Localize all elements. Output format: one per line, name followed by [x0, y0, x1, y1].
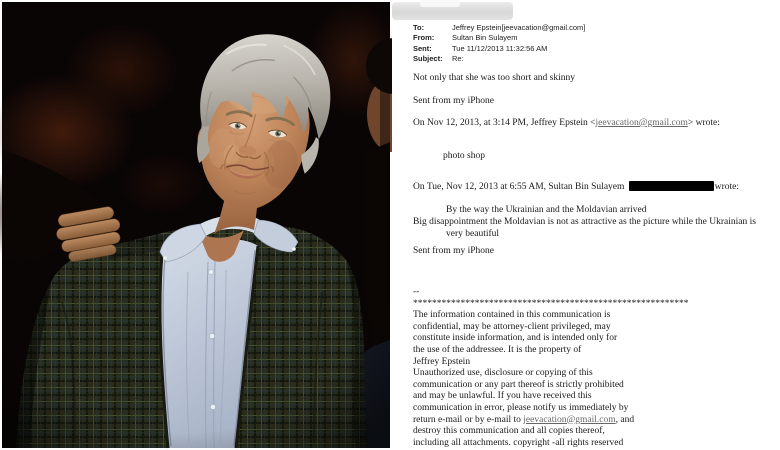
email-body-line	[413, 368, 777, 380]
email-body-line	[413, 426, 777, 438]
email-header-row	[413, 44, 585, 54]
text-run: communication in error, please notify us immediately by	[413, 402, 629, 413]
header-value: Re:	[452, 54, 464, 64]
email-body-line	[413, 403, 777, 415]
header-value: Tue 11/12/2013 11:32:56 AM	[452, 43, 548, 53]
text-run: **********************************************************	[413, 299, 689, 310]
email-body-line	[413, 298, 777, 310]
email-header-row	[413, 23, 585, 33]
text-run: confidential, may be attorney-client privileged, may	[413, 321, 611, 332]
email-body	[413, 65, 777, 449]
text-run: and may be unlawful. If you have received this	[413, 391, 592, 402]
email-body-line	[413, 228, 777, 240]
header-value: Sultan Bin Sulayem	[452, 33, 518, 43]
email-header-row	[413, 54, 585, 64]
text-run: On Tue, Nov 12, 2013 at 6:55 AM, Sultan Bin Sulayem	[413, 182, 627, 193]
email-body-line	[413, 95, 777, 107]
email-body-line	[413, 438, 777, 450]
text-run: On Nov 12, 2013, at 3:14 PM, Jeffrey Epstein <	[413, 118, 596, 128]
header-label: To:	[413, 23, 425, 32]
email-body-line	[413, 204, 777, 216]
text-run: the use of the addressee. It is the property of	[413, 344, 582, 355]
text-run: return e-mail or by e-mail to	[413, 414, 524, 425]
header-label: From:	[413, 33, 435, 43]
email-body-line	[413, 150, 777, 162]
text-run: constitute inside information, and is intended only for	[413, 333, 618, 344]
email-body-line	[413, 357, 777, 369]
email-body-line	[413, 380, 777, 392]
header-value: Jeffrey Epstein[jeevacation@gmail.com]	[452, 23, 586, 32]
text-run: Sent from my iPhone	[413, 246, 495, 257]
redaction-bar	[629, 181, 714, 191]
text-run: photo shop	[443, 151, 485, 161]
header-label: Subject:	[413, 54, 443, 64]
text-run: Jeffrey Epstein	[413, 356, 471, 367]
email-body-line	[413, 391, 777, 403]
email-body-line	[413, 72, 777, 84]
text-run: Sent from my iPhone	[413, 96, 495, 106]
text-run: --	[413, 287, 420, 298]
text-run: including all attachments. copyright -all rights reserved	[413, 437, 624, 448]
text-run: Big disappointment the Moldavian is not as attractive as the picture while the Ukrainian is	[413, 217, 756, 228]
text-run: Unauthorized use, disclosure or copying of this	[413, 368, 593, 379]
text-run: very beautiful	[446, 229, 500, 240]
text-run: , and	[615, 414, 635, 425]
top-smudge-redaction	[392, 2, 513, 20]
email-address-link[interactable]: jeevacation@gmail.com	[523, 414, 616, 425]
photo-vignette	[2, 2, 390, 448]
text-run: > wrote:	[687, 118, 720, 128]
email-body-line	[413, 310, 777, 322]
email-body-line	[413, 322, 777, 334]
email-body-line	[413, 245, 777, 257]
email-body-line	[413, 216, 777, 228]
email-document	[392, 0, 780, 450]
text-run: destroy this communication and all copies thereof,	[413, 426, 605, 437]
email-address-link[interactable]: jeevacation@gmail.com	[595, 118, 688, 128]
text-run: The information contained in this communication is	[413, 310, 611, 321]
text-run: By the way the Ukrainian and the Moldavian arrived	[446, 205, 647, 216]
header-label: Sent:	[413, 43, 432, 53]
email-body-line	[413, 117, 777, 129]
email-body-line	[413, 345, 777, 357]
text-run: Not only that she was too short and skinny	[413, 73, 576, 83]
email-header-block	[413, 23, 585, 65]
email-body-line	[413, 181, 777, 193]
text-run: wrote:	[714, 182, 740, 193]
email-body-line	[413, 415, 777, 427]
email-body-line	[413, 286, 777, 298]
email-header-row	[413, 33, 585, 43]
email-body-line	[413, 333, 777, 345]
text-run: communication or any part thereof is strictly prohibited	[413, 379, 624, 390]
